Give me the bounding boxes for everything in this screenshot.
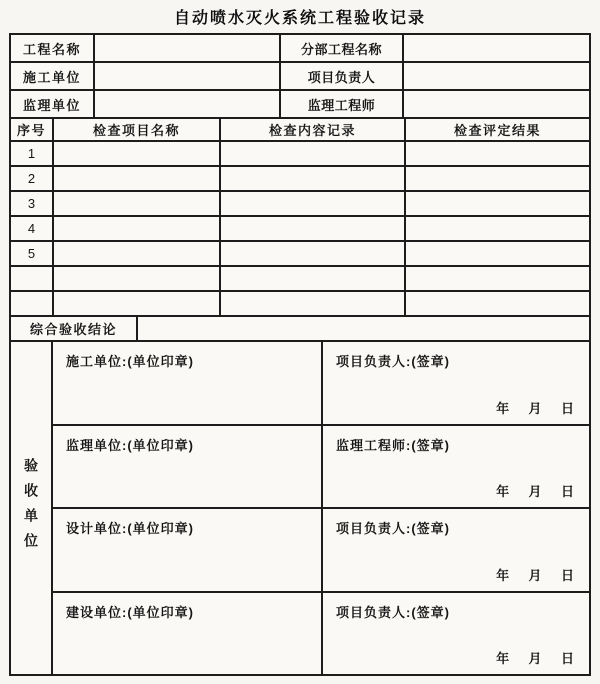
project-leader-label: 项目负责人 (281, 63, 404, 89)
row-no-cell (11, 267, 54, 290)
header-serial-no: 序号 (11, 119, 54, 140)
conclusion-value (138, 317, 589, 340)
supervision-date-label: 年 月 日 (496, 484, 575, 499)
construction-signer-label: 项目负责人:(签章) (336, 354, 450, 369)
acceptance-record-table (9, 33, 591, 676)
row-record-cell (221, 242, 406, 265)
row-result-cell (406, 192, 589, 215)
owner-signer-cell (323, 593, 589, 675)
row-result-cell (406, 142, 589, 165)
row-record-cell (221, 267, 406, 290)
inspection-row (11, 167, 589, 192)
design-signer-label: 项目负责人:(签章) (336, 521, 450, 536)
row-result-cell (406, 267, 589, 290)
inspection-row (11, 192, 589, 217)
owner-unit-seal-block (53, 593, 589, 675)
supervision-unit-value (95, 91, 281, 117)
row-no-cell (11, 292, 54, 315)
project-leader-value (404, 63, 589, 89)
inspection-row (11, 292, 589, 317)
construction-unit-value (95, 63, 281, 89)
supervision-unit-seal-label: 监理单位:(单位印章) (53, 426, 323, 508)
row-result-cell (406, 292, 589, 315)
row-no-cell: 5 (11, 242, 54, 265)
inspection-header-row (11, 119, 589, 142)
supervision-unit-seal-block (53, 426, 589, 510)
subproject-name-value (404, 35, 589, 61)
row-record-cell (221, 142, 406, 165)
row-no-cell: 3 (11, 192, 54, 215)
supervision-unit-label: 监理单位 (11, 91, 95, 117)
row-item-cell (54, 242, 221, 265)
design-unit-seal-block (53, 509, 589, 593)
subproject-name-label: 分部工程名称 (281, 35, 404, 61)
row-record-cell (221, 217, 406, 240)
supervision-signer-label: 监理工程师:(签章) (336, 437, 450, 453)
row-item-cell (54, 167, 221, 190)
row-item-cell (54, 292, 221, 315)
design-date-label: 年 月 日 (496, 567, 575, 583)
construction-date-label: 年 月 日 (496, 400, 575, 416)
row-item-cell (54, 267, 221, 290)
row-result-cell (406, 242, 589, 265)
construction-unit-seal-block (53, 342, 589, 426)
project-name-value (95, 35, 281, 61)
owner-unit-seal-label: 建设单位:(单位印章) (53, 593, 323, 675)
project-info-row (11, 35, 589, 63)
inspection-row (11, 267, 589, 292)
acceptance-blocks (53, 342, 589, 674)
acceptance-unit-side-cell (11, 342, 53, 674)
construction-signer-cell (323, 342, 589, 424)
project-name-label: 工程名称 (11, 35, 95, 61)
row-record-cell (221, 192, 406, 215)
supervision-engineer-value (404, 91, 589, 117)
supervision-unit-row (11, 91, 589, 119)
header-evaluation-result: 检查评定结果 (453, 123, 541, 138)
inspection-row (11, 142, 589, 167)
row-no-cell: 2 (11, 167, 54, 190)
row-item-cell (54, 217, 221, 240)
construction-unit-label: 施工单位 (11, 63, 95, 89)
design-unit-seal-label: 设计单位:(单位印章) (53, 509, 323, 591)
inspection-row (11, 242, 589, 267)
owner-signer-label: 项目负责人:(签章) (336, 604, 450, 620)
header-content-record: 检查内容记录 (221, 119, 406, 140)
conclusion-label: 综合验收结论 (11, 317, 138, 340)
conclusion-row (11, 317, 589, 342)
row-record-cell (221, 167, 406, 190)
row-result-cell (406, 167, 589, 190)
construction-unit-seal-label: 施工单位:(单位印章) (53, 342, 323, 424)
acceptance-unit-vertical-label: 验收单位 (23, 458, 39, 558)
acceptance-units-section (11, 342, 589, 674)
row-item-cell (54, 142, 221, 165)
supervision-engineer-label: 监理工程师 (281, 91, 404, 117)
construction-unit-row (11, 63, 589, 91)
header-item-name: 检查项目名称 (54, 119, 221, 140)
row-record-cell (221, 292, 406, 315)
row-no-cell: 1 (11, 142, 54, 165)
inspection-row (11, 217, 589, 242)
owner-date-label: 年 月 日 (496, 651, 575, 666)
form-title: 自动喷水灭火系统工程验收记录 (173, 10, 426, 27)
design-signer-cell (323, 509, 589, 591)
row-no-cell: 4 (11, 217, 54, 240)
row-result-cell (406, 217, 589, 240)
row-item-cell (54, 192, 221, 215)
supervision-signer-cell (323, 426, 589, 508)
